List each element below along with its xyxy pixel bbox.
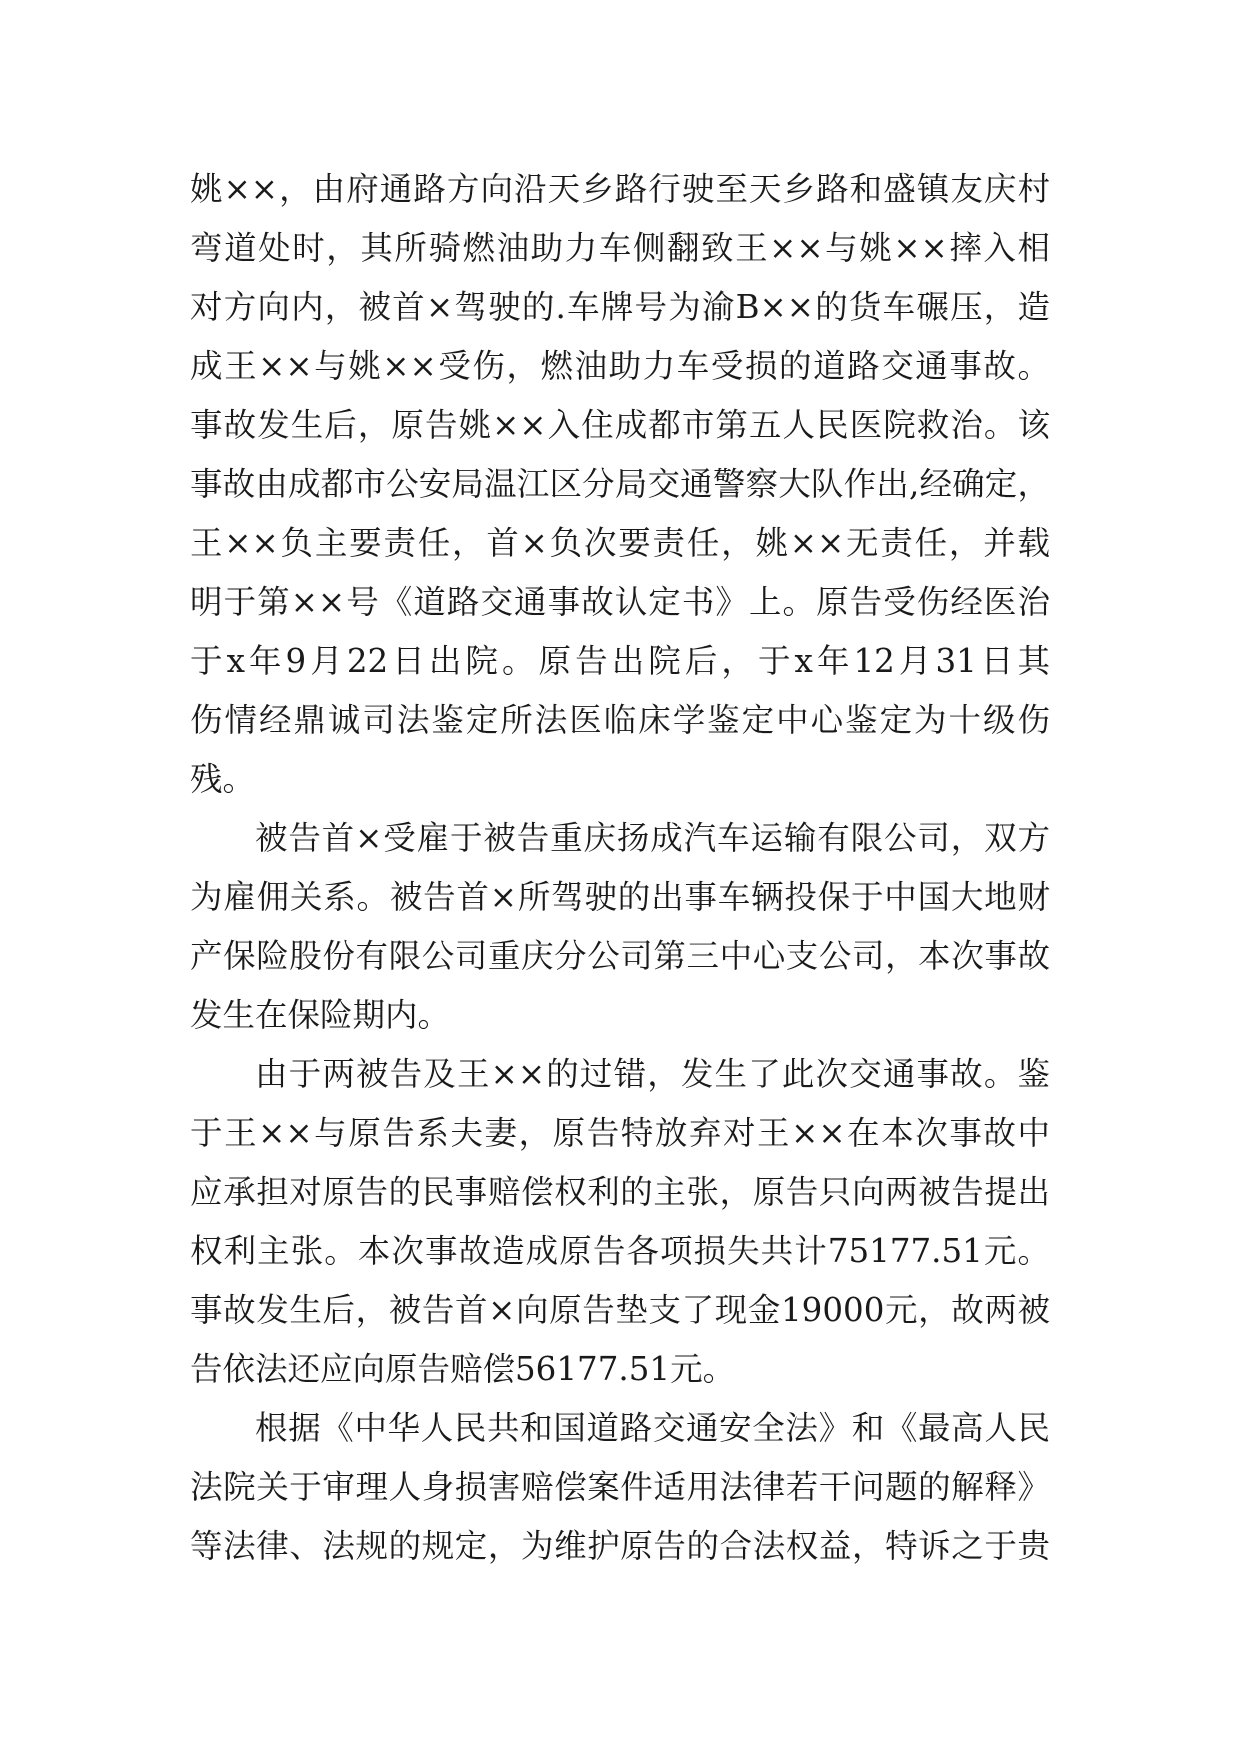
text-line: 于王××与原告系夫妻，原告特放弃对王××在本次事故中	[190, 1114, 1050, 1152]
text-line: 权利主张。本次事故造成原告各项损失共计75177.51元。	[190, 1232, 1050, 1270]
text-line: 等法律、法规的规定，为维护原告的合法权益，特诉之于贵	[190, 1527, 1050, 1565]
text-line: 残。	[190, 760, 256, 798]
text-line: 于x年9月22日出院。原告出院后，于x年12月31日其	[190, 642, 1050, 680]
text-line: 姚××，由府通路方向沿天乡路行驶至天乡路和盛镇友庆村	[190, 170, 1050, 208]
text-line: 为雇佣关系。被告首×所驾驶的出事车辆投保于中国大地财	[190, 878, 1050, 916]
text-line: 发生在保险期内。	[190, 996, 451, 1034]
text-line: 根据《中华人民共和国道路交通安全法》和《最高人民	[255, 1409, 1050, 1447]
text-line: 法院关于审理人身损害赔偿案件适用法律若干问题的解释》	[190, 1468, 1050, 1506]
text-line: 伤情经鼎诚司法鉴定所法医临床学鉴定中心鉴定为十级伤	[190, 701, 1050, 739]
text-line: 明于第××号《道路交通事故认定书》上。原告受伤经医治	[190, 583, 1050, 621]
text-line: 对方向内，被首×驾驶的.车牌号为渝B××的货车碾压，造	[190, 288, 1050, 326]
text-line: 应承担对原告的民事赔偿权利的主张，原告只向两被告提出	[190, 1173, 1050, 1211]
text-line: 告依法还应向原告赔偿56177.51元。	[190, 1350, 736, 1388]
text-line: 事故发生后，被告首×向原告垫支了现金19000元，故两被	[190, 1291, 1050, 1329]
document-body	[190, 160, 1050, 1576]
text-line: 成王××与姚××受伤，燃油助力车受损的道路交通事故。	[190, 347, 1050, 385]
text-line: 被告首×受雇于被告重庆扬成汽车运输有限公司，双方	[255, 819, 1050, 857]
text-line: 事故发生后，原告姚××入住成都市第五人民医院救治。该	[190, 406, 1050, 444]
text-line: 事故由成都市公安局温江区分局交通警察大队作出,经确定，	[190, 465, 1050, 503]
text-line: 弯道处时，其所骑燃油助力车侧翻致王××与姚××摔入相	[190, 229, 1050, 267]
text-line: 产保险股份有限公司重庆分公司第三中心支公司，本次事故	[190, 937, 1050, 975]
text-line: 王××负主要责任，首×负次要责任，姚××无责任，并载	[190, 524, 1050, 562]
text-line: 由于两被告及王××的过错，发生了此次交通事故。鉴	[255, 1055, 1050, 1093]
